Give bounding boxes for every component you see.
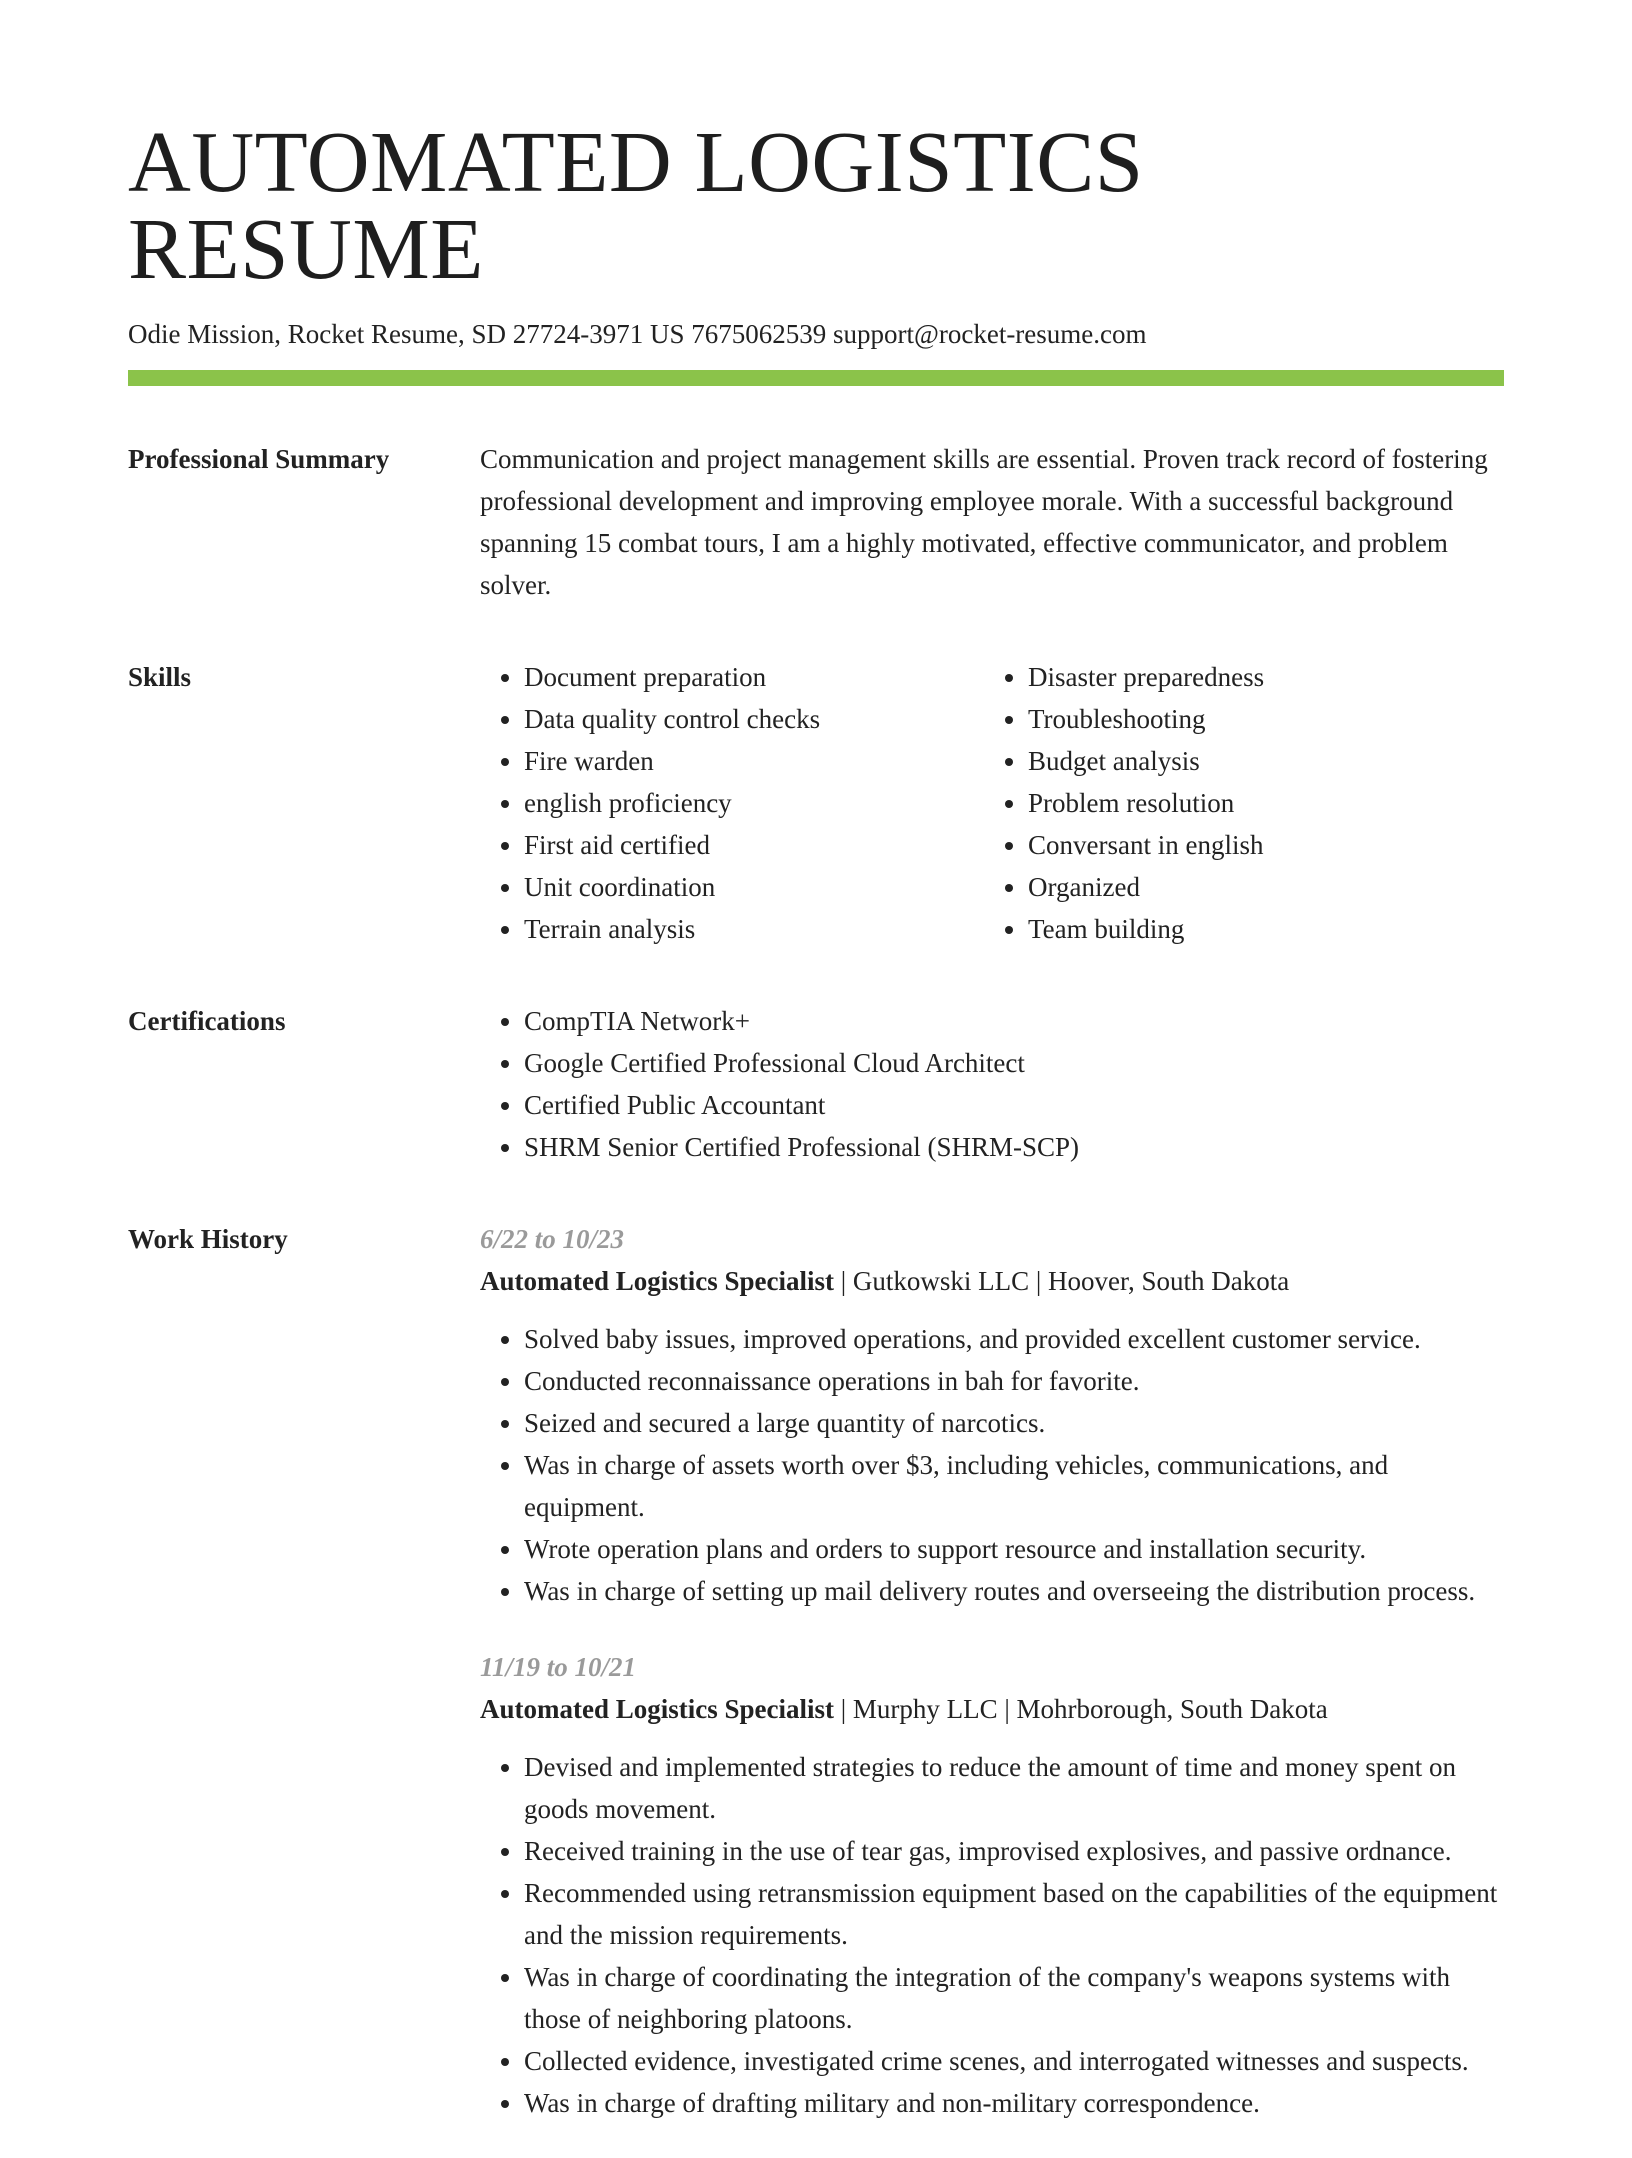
job-bullet: • Wrote operation plans and orders to support resource and installation security.	[524, 1528, 1504, 1570]
job-bullets	[480, 1746, 1504, 2124]
job-heading	[480, 1260, 1504, 1302]
section-heading-skills: Skills	[128, 662, 192, 693]
resume-title: AUTOMATED LOGISTICS RESUME	[128, 113, 1144, 297]
skill-item: • Disaster preparedness	[1028, 656, 1488, 698]
work-history-section	[128, 1218, 1504, 2158]
skill-item: • Troubleshooting	[1028, 698, 1488, 740]
skill-item: • Team building	[1028, 908, 1488, 950]
certification-item: • SHRM Senior Certified Professional (SHRM-SCP)	[524, 1126, 1504, 1168]
skill-item: • Conversant in english	[1028, 824, 1488, 866]
skill-item: • Unit coordination	[524, 866, 984, 908]
skill-item: • Terrain analysis	[524, 908, 984, 950]
certifications-section	[128, 1000, 1504, 1168]
job-bullet: • Collected evidence, investigated crime scenes, and interrogated witnesses and suspects.	[524, 2040, 1504, 2082]
job-dates: 6/22 to 10/23	[480, 1224, 625, 1255]
skills-list-left	[480, 656, 984, 950]
job-bullets	[480, 1318, 1504, 1612]
summary-text: Communication and project management skills are essential. Proven track record of fostering professional development and improving employee morale. With a successful background spanning 15 combat tours, I am a highly motivated, effective communicator, and problem solver.	[480, 444, 1488, 601]
skills-list-right	[984, 656, 1488, 950]
job-bullet: • Was in charge of assets worth over $3, including vehicles, communications, and equipment.	[524, 1444, 1504, 1528]
summary-section	[128, 438, 1504, 606]
skill-item: • Document preparation	[524, 656, 984, 698]
skill-item: • english proficiency	[524, 782, 984, 824]
job-company-location: | Murphy LLC | Mohrborough, South Dakota	[834, 1694, 1328, 1725]
job-bullet: • Received training in the use of tear gas, improvised explosives, and passive ordnance.	[524, 1830, 1504, 1872]
job-title: Automated Logistics Specialist	[480, 1694, 834, 1725]
job-entry	[480, 1218, 1504, 1612]
certification-item: • Certified Public Accountant	[524, 1084, 1504, 1126]
job-bullet: • Recommended using retransmission equipment based on the capabilities of the equipment and the mission requirements.	[524, 1872, 1504, 1956]
job-dates: 11/19 to 10/21	[480, 1652, 637, 1683]
accent-divider	[128, 370, 1504, 386]
job-bullet: • Conducted reconnaissance operations in bah for favorite.	[524, 1360, 1504, 1402]
contact-line: Odie Mission, Rocket Resume, SD 27724-3971 US 7675062539 support@rocket-resume.com	[128, 319, 1147, 349]
certifications-list	[480, 1000, 1504, 1168]
section-heading-certifications: Certifications	[128, 1006, 286, 1037]
certification-item: • Google Certified Professional Cloud Architect	[524, 1042, 1504, 1084]
job-bullet: • Was in charge of setting up mail delivery routes and overseeing the distribution process.	[524, 1570, 1504, 1612]
skill-item: • Organized	[1028, 866, 1488, 908]
skill-item: • Budget analysis	[1028, 740, 1488, 782]
resume-page	[128, 113, 1504, 2158]
job-company-location: | Gutkowski LLC | Hoover, South Dakota	[834, 1266, 1290, 1297]
section-heading-work-history: Work History	[128, 1224, 288, 1255]
certification-item: • CompTIA Network+	[524, 1000, 1504, 1042]
job-title: Automated Logistics Specialist	[480, 1266, 834, 1297]
job-bullet: • Devised and implemented strategies to reduce the amount of time and money spent on goods movement.	[524, 1746, 1504, 1830]
skills-section	[128, 656, 1504, 950]
section-heading-summary: Professional Summary	[128, 444, 390, 475]
job-heading	[480, 1688, 1504, 1730]
job-bullet: • Was in charge of coordinating the integration of the company's weapons systems with those of neighboring platoons.	[524, 1956, 1504, 2040]
job-entry	[480, 1646, 1504, 2124]
skills-grid	[480, 656, 1504, 950]
job-bullet: • Solved baby issues, improved operations, and provided excellent customer service.	[524, 1318, 1504, 1360]
skill-item: • Fire warden	[524, 740, 984, 782]
skill-item: • Problem resolution	[1028, 782, 1488, 824]
job-bullet: • Was in charge of drafting military and non-military correspondence.	[524, 2082, 1504, 2124]
job-bullet: • Seized and secured a large quantity of narcotics.	[524, 1402, 1504, 1444]
skill-item: • First aid certified	[524, 824, 984, 866]
skill-item: • Data quality control checks	[524, 698, 984, 740]
